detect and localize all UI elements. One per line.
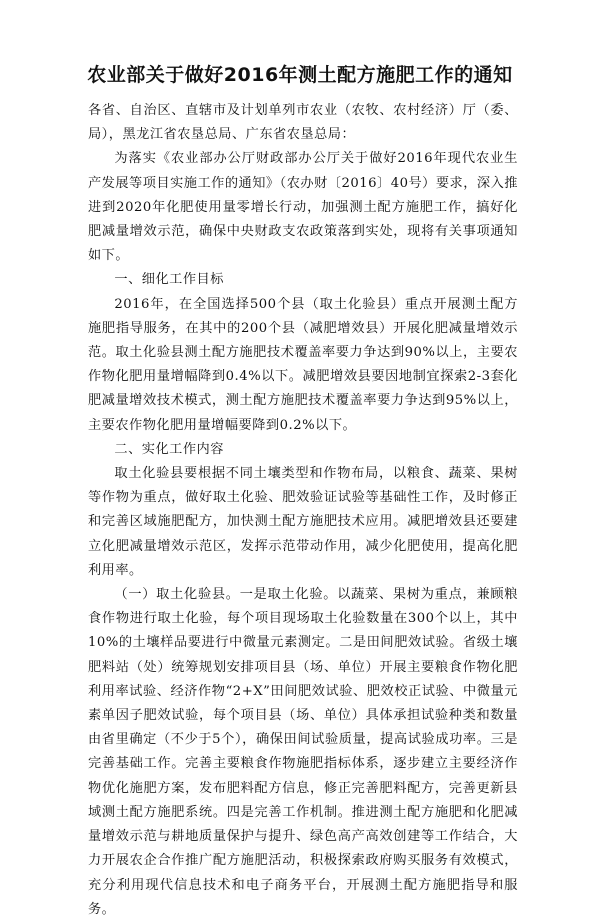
intro-paragraph: 为落实《农业部办公厅财政部办公厅关于做好2016年现代农业生产发展等项目实施工作的通知》（农办财〔2016〕40号）要求，深入推进到2020年化肥使用量零增长行动，加强测土配方施肥工作，搞好化肥减量增效示范，确保中央财政支农政策落到实处，现将有关事项通知如下。: [88, 151, 518, 264]
salutation: 各省、自治区、直辖市及计划单列市农业（农牧、农村经济）厅（委、局），黑龙江省农垦总局、广东省农垦总局：: [88, 103, 518, 143]
section2-heading: 二、实化工作内容: [114, 441, 224, 457]
document-body: [88, 99, 518, 922]
section1-heading: 一、细化工作目标: [114, 272, 224, 288]
subsection1-paragraph: （一）取土化验县。一是取土化验。以蔬菜、果树为重点，兼顾粮食作物进行取土化验，每个项目现场取土化验数量在300个以上，其中10%的土壤样品要进行中微量元素测定。二是田间肥效试验。省级土壤肥料站（处）统筹规划安排项目县（场、单位）开展主要粮食作物化肥利用率试验、经济作物“2+X”田间肥效试验、肥效校正试验、中微量元素单因子肥效试验，每个项目县（场、单位）具体承担试验种类和数量由省里确定（不少于5个），确保田间试验质量，提高试验成功率。三是完善基础工作。完善主要粮食作物施肥指标体系，逐步建立主要经济作物优化施肥方案，发布肥料配方信息，修正完善肥料配方，完善更新县域测土配方施肥系统。四是完善工作机制。推进测土配方施肥和化肥减量增效示范与耕地质量保护与提升、绿色高产高效创建等工作结合，大力开展农企合作推广配方施肥活动，积极探索政府购买服务有效模式，充分利用现代信息技术和电子商务平台，开展测土配方施肥指导和服务。: [88, 587, 518, 917]
document-title: 农业部关于做好2016年测土配方施肥工作的通知: [87, 64, 513, 86]
section2-paragraph: 取土化验县要根据不同土壤类型和作物布局，以粮食、蔬菜、果树等作物为重点，做好取土化验、肥效验证试验等基础性工作，及时修正和完善区域施肥配方，加快测土配方施肥技术应用。减肥增效县还要建立化肥减量增效示范区，发挥示范带动作用，减少化肥使用，提高化肥利用率。: [88, 466, 518, 578]
section1-paragraph: 2016年，在全国选择500个县（取土化验县）重点开展测土配方施肥指导服务，在其中的200个县（减肥增效县）开展化肥减量增效示范。取土化验县测土配方施肥技术覆盖率要力争达到90%以上，主要农作物化肥用量增幅降到0.4%以下。减肥增效县要因地制宜探索2-3套化肥减量增效技术模式，测土配方施肥技术覆盖率要力争达到95%以上，主要农作物化肥用量增幅要降到0.2%以下。: [88, 296, 518, 433]
